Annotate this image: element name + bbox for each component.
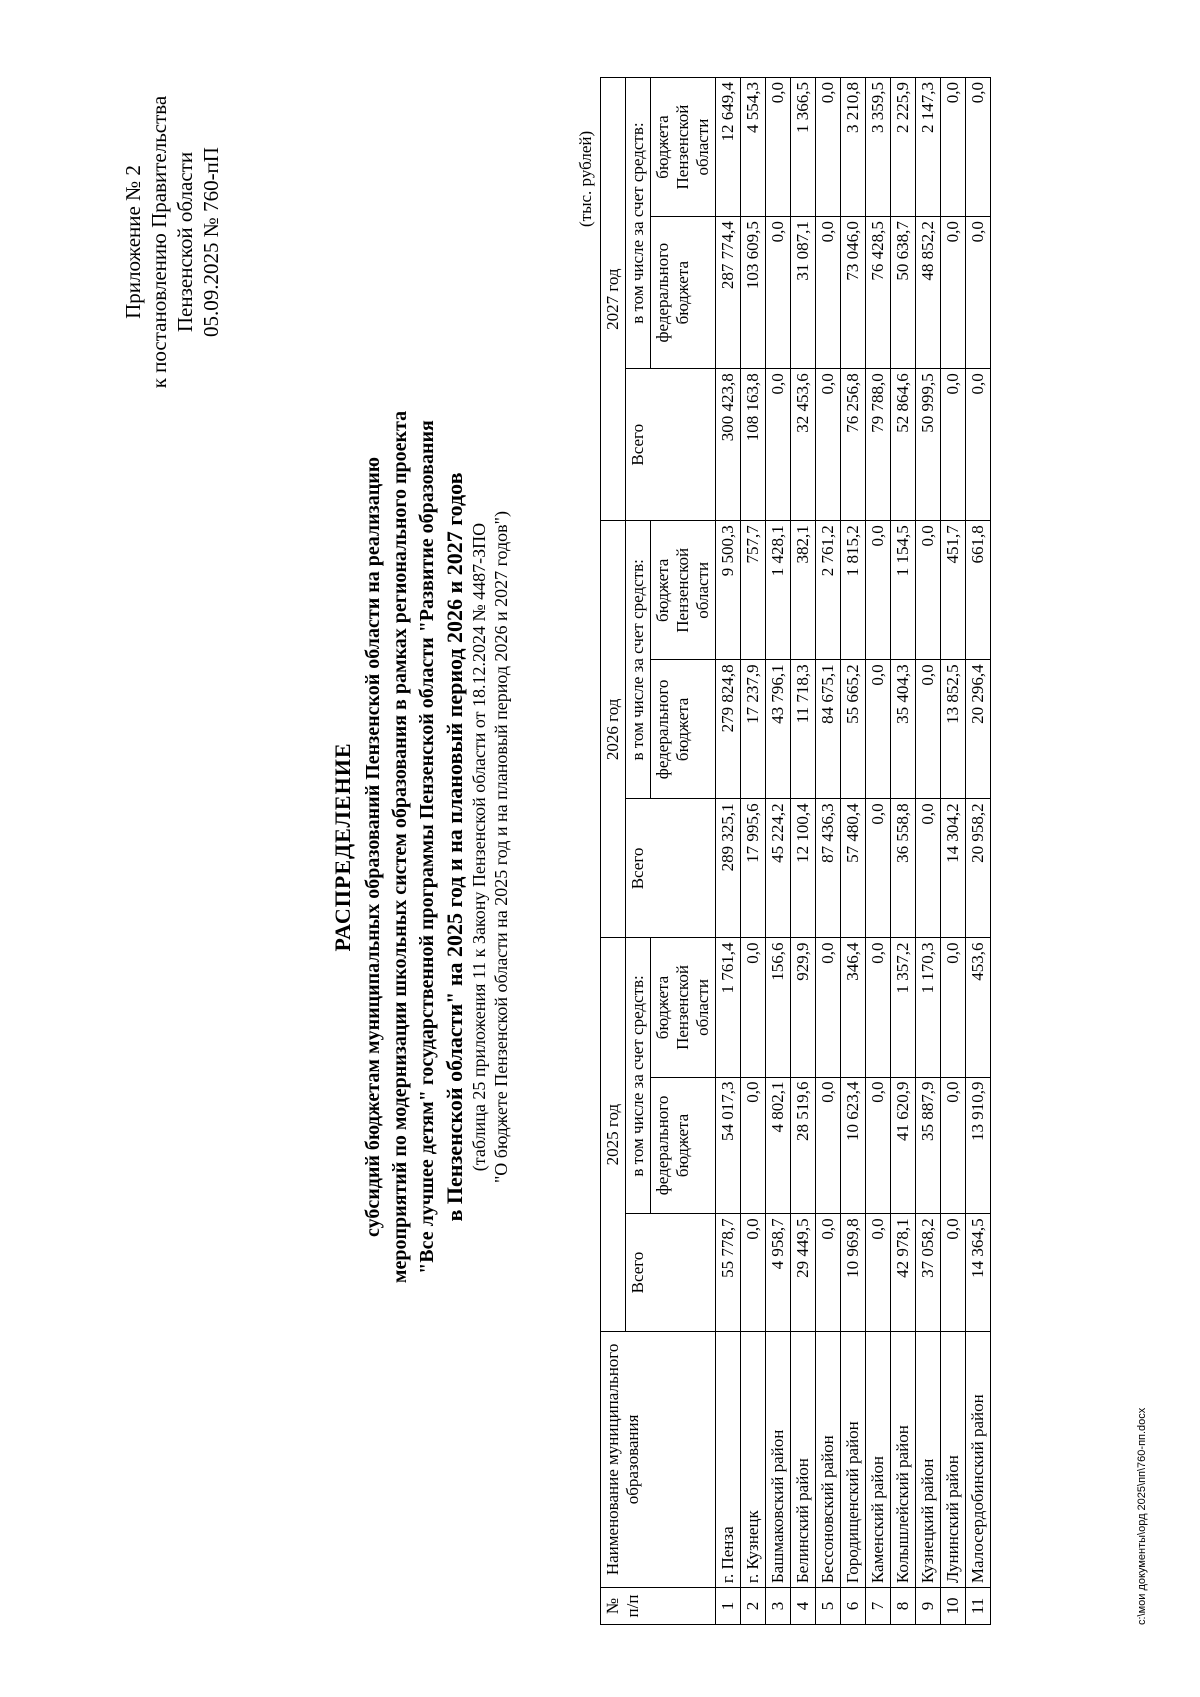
header-2025-federal: федерального бюджета xyxy=(651,1077,716,1214)
approval-stamp xyxy=(120,77,224,407)
amount-cell: 0,0 xyxy=(766,369,791,521)
amount-cell: 17 995,6 xyxy=(741,799,766,938)
amount-cell: 28 519,6 xyxy=(791,1077,816,1214)
header-2027-incl: в том числе за счет средств: xyxy=(626,78,651,369)
header-2027-regional: бюджета Пензенской области xyxy=(651,78,716,217)
amount-cell: 0,0 xyxy=(816,78,841,217)
amount-cell: 1 761,4 xyxy=(716,938,741,1077)
table-row xyxy=(816,78,841,1625)
amount-cell: 79 788,0 xyxy=(866,369,891,521)
municipality-name: Башмаковский район xyxy=(766,1331,791,1587)
amount-cell: 57 480,4 xyxy=(841,799,866,938)
amount-cell: 0,0 xyxy=(766,78,791,217)
amount-cell: 11 718,3 xyxy=(791,660,816,799)
amount-cell: 31 087,1 xyxy=(791,217,816,369)
amount-cell: 0,0 xyxy=(941,78,966,217)
amount-cell: 0,0 xyxy=(966,369,991,521)
amount-cell: 17 237,9 xyxy=(741,660,766,799)
amount-cell: 35 887,9 xyxy=(916,1077,941,1214)
amount-cell: 0,0 xyxy=(741,1214,766,1331)
amount-cell: 76 256,8 xyxy=(841,369,866,521)
table-row xyxy=(941,78,966,1625)
table-row xyxy=(716,78,741,1625)
amount-cell: 0,0 xyxy=(816,938,841,1077)
amount-cell: 0,0 xyxy=(816,1214,841,1331)
units-label: (тыс. рублей) xyxy=(576,130,595,227)
row-number: 11 xyxy=(966,1588,991,1625)
amount-cell: 55 665,2 xyxy=(841,660,866,799)
amount-cell: 1 170,3 xyxy=(916,938,941,1077)
municipality-name: г. Кузнецк xyxy=(741,1331,766,1587)
amount-cell: 87 436,3 xyxy=(816,799,841,938)
amount-cell: 287 774,4 xyxy=(716,217,741,369)
amount-cell: 0,0 xyxy=(966,217,991,369)
amount-cell: 279 824,8 xyxy=(716,660,741,799)
municipality-name: Лунинский район xyxy=(941,1331,966,1587)
row-number: 10 xyxy=(941,1588,966,1625)
amount-cell: 0,0 xyxy=(916,521,941,660)
file-path-footer: c:\мои документы\орд 2025\пп\760-пп.docx xyxy=(1136,1407,1148,1625)
document-title xyxy=(330,157,512,1537)
row-number: 2 xyxy=(741,1588,766,1625)
amount-cell: 108 163,8 xyxy=(741,369,766,521)
amount-cell: 10 969,8 xyxy=(841,1214,866,1331)
amount-cell: 42 978,1 xyxy=(891,1214,916,1331)
header-2027-federal: федерального бюджета xyxy=(651,217,716,369)
municipality-name: Каменский район xyxy=(866,1331,891,1587)
header-2025-incl: в том числе за счет средств: xyxy=(626,938,651,1214)
amount-cell: 55 778,7 xyxy=(716,1214,741,1331)
amount-cell: 12 649,4 xyxy=(716,78,741,217)
header-2025: 2025 год xyxy=(601,938,626,1331)
amount-cell: 41 620,9 xyxy=(891,1077,916,1214)
amount-cell: 0,0 xyxy=(766,217,791,369)
approval-line-1: Приложение № 2 xyxy=(121,165,145,319)
amount-cell: 50 638,7 xyxy=(891,217,916,369)
amount-cell: 0,0 xyxy=(866,1214,891,1331)
amount-cell: 4 802,1 xyxy=(766,1077,791,1214)
municipality-name: Белинский район xyxy=(791,1331,816,1587)
amount-cell: 0,0 xyxy=(816,1077,841,1214)
amount-cell: 0,0 xyxy=(866,1077,891,1214)
amount-cell: 2 147,3 xyxy=(916,78,941,217)
amount-cell: 1 428,1 xyxy=(766,521,791,660)
title-line-2: мероприятий по модернизации школьных систем образования в рамках регионального проекта xyxy=(389,410,411,1284)
amount-cell: 36 558,8 xyxy=(891,799,916,938)
amount-cell: 346,4 xyxy=(841,938,866,1077)
row-number: 1 xyxy=(716,1588,741,1625)
amount-cell: 300 423,8 xyxy=(716,369,741,521)
amount-cell: 37 058,2 xyxy=(916,1214,941,1331)
amount-cell: 103 609,5 xyxy=(741,217,766,369)
header-2026: 2026 год xyxy=(601,521,626,938)
amount-cell: 0,0 xyxy=(816,217,841,369)
amount-cell: 43 796,1 xyxy=(766,660,791,799)
approval-line-2: к постановлению Правительства xyxy=(147,95,171,389)
amount-cell: 1 366,5 xyxy=(791,78,816,217)
amount-cell: 9 500,3 xyxy=(716,521,741,660)
table-row xyxy=(766,78,791,1625)
row-number: 8 xyxy=(891,1588,916,1625)
table-row xyxy=(966,78,991,1625)
amount-cell: 13 910,9 xyxy=(966,1077,991,1214)
amount-cell: 0,0 xyxy=(941,938,966,1077)
title-line-3: "Все лучшее детям" государственной программы Пензенской области "Развитие образования xyxy=(416,420,438,1274)
header-2027-total: Всего xyxy=(626,369,716,521)
municipality-name: Колышлейский район xyxy=(891,1331,916,1587)
municipality-name: Бессоновский район xyxy=(816,1331,841,1587)
amount-cell: 76 428,5 xyxy=(866,217,891,369)
amount-cell: 35 404,3 xyxy=(891,660,916,799)
title-note-1: (таблица 25 приложения 11 к Закону Пензенской области от 18.12.2024 № 4487-ЗПО xyxy=(469,522,489,1172)
amount-cell: 0,0 xyxy=(941,1214,966,1331)
approval-line-4: 05.09.2025 № 760-пП xyxy=(199,147,223,337)
title-note-2: "О бюджете Пензенской области на 2025 год и на плановый период 2026 и 2027 годов") xyxy=(491,510,511,1184)
amount-cell: 73 046,0 xyxy=(841,217,866,369)
amount-cell: 54 017,3 xyxy=(716,1077,741,1214)
row-number: 5 xyxy=(816,1588,841,1625)
title-line-4: в Пензенской области" на 2025 год и на плановый период 2026 и 2027 годов xyxy=(442,472,467,1222)
amount-cell: 4 958,7 xyxy=(766,1214,791,1331)
amount-cell: 1 815,2 xyxy=(841,521,866,660)
table-row xyxy=(891,78,916,1625)
amount-cell: 10 623,4 xyxy=(841,1077,866,1214)
amount-cell: 13 852,5 xyxy=(941,660,966,799)
amount-cell: 0,0 xyxy=(816,369,841,521)
table-row xyxy=(916,78,941,1625)
approval-line-3: Пензенской области xyxy=(173,151,197,333)
municipality-name: Кузнецкий район xyxy=(916,1331,941,1587)
header-2026-incl: в том числе за счет средств: xyxy=(626,521,651,799)
amount-cell: 1 154,5 xyxy=(891,521,916,660)
amount-cell: 0,0 xyxy=(866,938,891,1077)
header-2025-regional: бюджета Пензенской области xyxy=(651,938,716,1077)
table-row xyxy=(791,78,816,1625)
amount-cell: 14 364,5 xyxy=(966,1214,991,1331)
amount-cell: 0,0 xyxy=(916,799,941,938)
header-num: № п/п xyxy=(601,1588,716,1625)
amount-cell: 453,6 xyxy=(966,938,991,1077)
amount-cell: 451,7 xyxy=(941,521,966,660)
amount-cell: 48 852,2 xyxy=(916,217,941,369)
amount-cell: 929,9 xyxy=(791,938,816,1077)
title-line-1: субсидий бюджетам муниципальных образований Пензенской области на реализацию xyxy=(362,456,384,1238)
amount-cell: 156,6 xyxy=(766,938,791,1077)
amount-cell: 52 864,6 xyxy=(891,369,916,521)
row-number: 3 xyxy=(766,1588,791,1625)
amount-cell: 20 958,2 xyxy=(966,799,991,938)
row-number: 9 xyxy=(916,1588,941,1625)
amount-cell: 2 761,2 xyxy=(816,521,841,660)
amount-cell: 0,0 xyxy=(866,799,891,938)
amount-cell: 2 225,9 xyxy=(891,78,916,217)
amount-cell: 45 224,2 xyxy=(766,799,791,938)
municipality-name: г. Пенза xyxy=(716,1331,741,1587)
amount-cell: 0,0 xyxy=(741,1077,766,1214)
amount-cell: 12 100,4 xyxy=(791,799,816,938)
header-2027: 2027 год xyxy=(601,78,626,521)
amount-cell: 0,0 xyxy=(866,521,891,660)
amount-cell: 3 359,5 xyxy=(866,78,891,217)
amount-cell: 0,0 xyxy=(941,369,966,521)
header-2026-federal: федерального бюджета xyxy=(651,660,716,799)
row-number: 6 xyxy=(841,1588,866,1625)
table-row xyxy=(866,78,891,1625)
header-2026-total: Всего xyxy=(626,799,716,938)
amount-cell: 32 453,6 xyxy=(791,369,816,521)
amount-cell: 0,0 xyxy=(941,217,966,369)
amount-cell: 50 999,5 xyxy=(916,369,941,521)
table-row xyxy=(841,78,866,1625)
header-name: Наименование муниципального образования xyxy=(601,1331,716,1587)
amount-cell: 661,8 xyxy=(966,521,991,660)
header-2025-total: Всего xyxy=(626,1214,716,1331)
municipality-name: Городищенский район xyxy=(841,1331,866,1587)
amount-cell: 0,0 xyxy=(916,660,941,799)
amount-cell: 20 296,4 xyxy=(966,660,991,799)
row-number: 4 xyxy=(791,1588,816,1625)
amount-cell: 382,1 xyxy=(791,521,816,660)
amount-cell: 289 325,1 xyxy=(716,799,741,938)
municipality-name: Малосердобинский район xyxy=(966,1331,991,1587)
table-row xyxy=(741,78,766,1625)
amount-cell: 0,0 xyxy=(941,1077,966,1214)
amount-cell: 1 357,2 xyxy=(891,938,916,1077)
amount-cell: 84 675,1 xyxy=(816,660,841,799)
amount-cell: 29 449,5 xyxy=(791,1214,816,1331)
distribution-table xyxy=(600,77,991,1625)
header-2026-regional: бюджета Пензенской области xyxy=(651,521,716,660)
amount-cell: 0,0 xyxy=(966,78,991,217)
amount-cell: 14 304,2 xyxy=(941,799,966,938)
amount-cell: 757,7 xyxy=(741,521,766,660)
amount-cell: 4 554,3 xyxy=(741,78,766,217)
table-body xyxy=(716,78,991,1625)
amount-cell: 0,0 xyxy=(741,938,766,1077)
title-main: РАСПРЕДЕЛЕНИЕ xyxy=(330,742,355,952)
row-number: 7 xyxy=(866,1588,891,1625)
amount-cell: 3 210,8 xyxy=(841,78,866,217)
amount-cell: 0,0 xyxy=(866,660,891,799)
